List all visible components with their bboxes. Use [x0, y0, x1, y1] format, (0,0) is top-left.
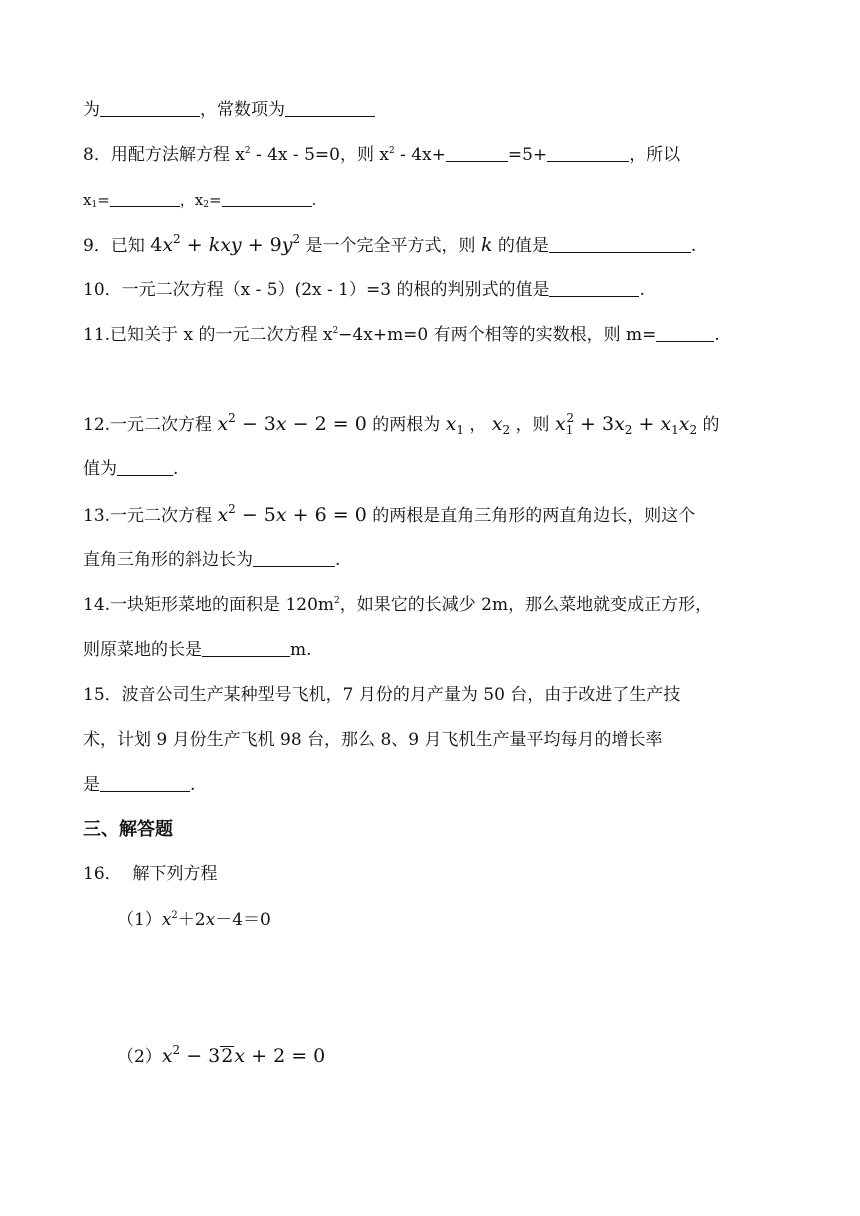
q12-text-b: 的两根为 [372, 415, 441, 435]
q9-text-c: 的值是 [497, 236, 549, 256]
q8-eq2: = [209, 191, 222, 209]
q8-blank-2[interactable] [547, 145, 629, 162]
q13-blank[interactable] [253, 550, 335, 567]
q8-blank-x2[interactable] [222, 190, 312, 207]
question-9 [83, 233, 696, 258]
question-12-line2 [83, 457, 178, 481]
question-16 [83, 862, 217, 886]
q13-expression: $x^2 - 5x + 6 = 0$ [217, 502, 367, 526]
question-11 [83, 323, 720, 347]
q9-number: 9． [83, 236, 111, 256]
q15-blank[interactable] [100, 775, 190, 792]
q8-text-b: =5+ [507, 145, 548, 165]
q12-text-c: ，则 [515, 415, 550, 435]
q8-x1: x [83, 191, 92, 209]
q12-x2: $x_2$ [491, 413, 511, 437]
q8-text-a2: - 4x - 5=0，则 x [250, 145, 389, 165]
question-15-line2 [83, 728, 663, 752]
q15-line2: 术，计划 9 月份生产飞机 98 台，那么 8、9 月飞机生产量平均每月的增长率 [83, 730, 663, 750]
q12-x1: $x_1$ [445, 413, 464, 437]
q12-end: . [173, 459, 179, 479]
q8-blank-1[interactable] [446, 145, 508, 162]
q7-text-b: ，常数项为 [200, 100, 285, 120]
q12-text-d: 的 [702, 415, 720, 435]
q7-continuation [83, 98, 375, 122]
q11-text-a: 已知关于 x 的一元二次方程 x [110, 325, 333, 345]
question-15-line3 [83, 773, 195, 797]
q8-blank-x1[interactable] [110, 190, 180, 207]
q16-p1-expression: $x^2+2x-4=0$ [161, 910, 271, 930]
q14-text-a: 一块矩形菜地的面积是 120m [110, 595, 335, 615]
q10-number: 10． [83, 280, 122, 300]
q12-blank[interactable] [117, 459, 173, 476]
q13-line2: 直角三角形的斜边长为 [83, 550, 253, 570]
q14-exp: 2 [334, 596, 340, 606]
q11-exp: 2 [332, 326, 339, 336]
q11-end: . [714, 325, 720, 345]
q12-expression-2: $x_1^2 + 3x_2 + x_1x_2$ [554, 411, 698, 437]
q8-x2: x [194, 191, 204, 209]
q9-k: k [480, 234, 493, 256]
q13-end: . [335, 550, 341, 570]
q8-x2-sub: 2 [203, 200, 209, 210]
q9-text-a: 已知 [110, 236, 145, 256]
q14-text-b: ，如果它的长减少 2m，那么菜地就变成正方形， [339, 595, 713, 615]
q8-eq1: = [97, 191, 110, 209]
q15-end: . [190, 775, 196, 795]
question-8-line2 [83, 188, 316, 212]
section-heading-3: 三、解答题 [83, 819, 173, 840]
q9-text-b: 是一个完全平方式，则 [305, 236, 476, 256]
q7-text-a: 为 [83, 100, 100, 120]
q14-end: m. [290, 640, 312, 660]
q8-text-c: ，所以 [629, 145, 681, 165]
q16-p2-expression: $x^2 - 32x + 2 = 0$ [161, 1043, 326, 1067]
q8-exp-1: 2 [244, 146, 251, 156]
q9-blank[interactable] [549, 236, 691, 253]
q13-number: 13. [83, 506, 111, 526]
q9-end: . [690, 236, 697, 256]
q12-sep: ， [469, 415, 487, 435]
q12-number: 12. [83, 415, 111, 435]
q12-line2: 值为 [83, 459, 117, 479]
q12-expression: $x^2 - 3x - 2 = 0$ [217, 411, 367, 435]
q16-part-2 [117, 1044, 325, 1069]
q15-line3: 是 [83, 775, 100, 795]
q16-p1-label: （1） [117, 910, 162, 930]
q16-number: 16． [83, 864, 122, 884]
q9-expression: $4x^2$ + kxy + $9y^2$ [150, 232, 301, 256]
q12-text-a: 一元二次方程 [110, 415, 213, 435]
q8-end: . [311, 191, 317, 209]
q10-text: 一元二次方程（x - 5）(2x - 1）=3 的根的判别式的值是 [121, 280, 550, 300]
q14-blank[interactable] [202, 640, 290, 657]
q13-text-b: 的两根是直角三角形的两直角边长，则这个 [372, 506, 696, 526]
question-13-line2 [83, 548, 340, 572]
q11-number: 11. [83, 325, 111, 345]
q16-part-1 [117, 908, 271, 932]
question-12 [83, 412, 720, 437]
q13-text-a: 一元二次方程 [110, 506, 213, 526]
question-13 [83, 503, 695, 528]
q10-blank[interactable] [549, 280, 639, 297]
question-14-line2 [83, 638, 312, 662]
q7-blank-2[interactable] [285, 100, 375, 117]
q8-text-a3: - 4x+ [394, 145, 446, 165]
q8-number: 8． [83, 145, 111, 165]
q16-p2-label: （2） [117, 1047, 162, 1067]
q14-line2: 则原菜地的长是 [83, 640, 202, 660]
q16-title: 解下列方程 [132, 864, 218, 884]
q8-comma: ， [179, 191, 195, 209]
q15-line1: 波音公司生产某种型号飞机，7 月份的月产量为 50 台，由于改进了生产技 [121, 685, 681, 705]
q10-end: . [639, 280, 645, 300]
q11-blank[interactable] [656, 325, 714, 342]
q11-text-b: −4x+m=0 有两个相等的实数根，则 m= [338, 325, 657, 345]
question-14 [83, 593, 712, 617]
q14-number: 14. [83, 595, 111, 615]
q8-exp-2: 2 [388, 146, 395, 156]
question-8 [83, 143, 680, 167]
q8-x1-sub: 1 [91, 200, 98, 210]
q15-number: 15． [83, 685, 122, 705]
question-15 [83, 683, 680, 707]
q7-blank-1[interactable] [100, 100, 200, 117]
question-10 [83, 278, 645, 302]
q8-text-a: 用配方法解方程 x [110, 145, 245, 165]
